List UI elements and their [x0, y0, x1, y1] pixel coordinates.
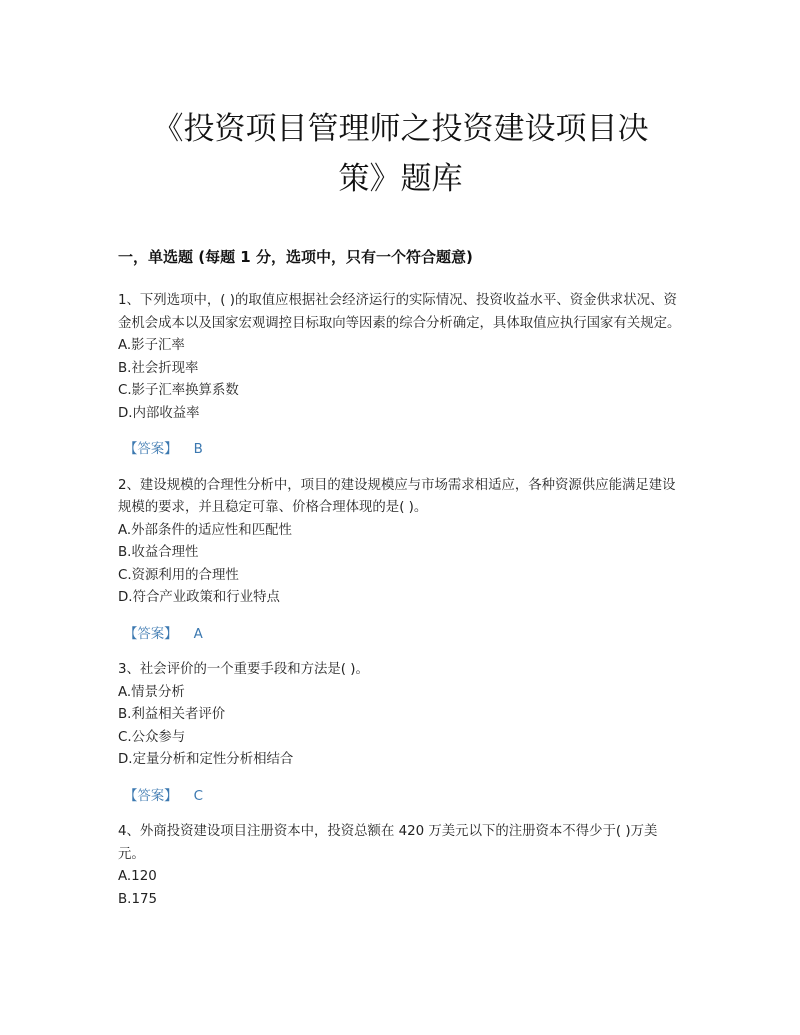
- document-title-line-1: 《投资项目管理师之投资建设项目决: [152, 111, 649, 147]
- question-stem: 2、建设规模的合理性分析中，项目的建设规模应与市场需求相适应，各种资源供应能满足建设规模的要求，并且稳定可靠、价格合理体现的是( )。: [118, 477, 676, 515]
- document-title: [118, 104, 683, 204]
- option-c: C.影子汇率换算系数: [118, 383, 239, 398]
- answer-line: [118, 624, 683, 647]
- option-a: A.影子汇率: [118, 338, 185, 353]
- option-d: D.内部收益率: [118, 405, 200, 421]
- option-a: A.外部条件的适应性和匹配性: [118, 522, 292, 538]
- answer-label: 【答案】: [124, 442, 178, 457]
- answer-label: 【答案】: [124, 788, 178, 804]
- question-1: [118, 290, 683, 462]
- option-c: C.公众参与: [118, 729, 186, 745]
- option-a: A.情景分析: [118, 684, 185, 700]
- answer-line: [118, 786, 683, 809]
- question-stem: 3、社会评价的一个重要手段和方法是( )。: [118, 662, 369, 677]
- answer-value: B: [193, 442, 203, 457]
- question-stem: 1、下列选项中，( )的取值应根据社会经济运行的实际情况、投资收益水平、资金供求状况、资金机会成本以及国家宏观调控目标取向等因素的综合分析确定，具体取值应执行国家有关规定。: [118, 293, 681, 331]
- question-2: [118, 475, 683, 647]
- document-title-line-2: 策》题库: [338, 161, 463, 197]
- option-c: C.资源利用的合理性: [118, 567, 239, 583]
- question-4: [118, 821, 683, 911]
- option-b: B.175: [118, 891, 158, 907]
- answer-value: A: [193, 626, 203, 642]
- answer-line: [118, 439, 683, 462]
- question-stem: 4、外商投资建设项目注册资本中，投资总额在 420 万美元以下的注册资本不得少于( )万美元。: [118, 824, 658, 862]
- option-b: B.收益合理性: [118, 545, 199, 560]
- question-list: [118, 290, 683, 924]
- section-heading: 一，单选题 (每题 1 分，选项中，只有一个符合题意): [118, 248, 473, 266]
- option-b: B.社会折现率: [118, 360, 199, 376]
- option-b: B.利益相关者评价: [118, 707, 226, 722]
- option-d: D.符合产业政策和行业特点: [118, 590, 280, 605]
- option-d: D.定量分析和定性分析相结合: [118, 752, 294, 767]
- answer-label: 【答案】: [124, 626, 178, 642]
- answer-value: C: [193, 788, 203, 804]
- question-3: [118, 659, 683, 808]
- option-a: A.120: [118, 869, 157, 884]
